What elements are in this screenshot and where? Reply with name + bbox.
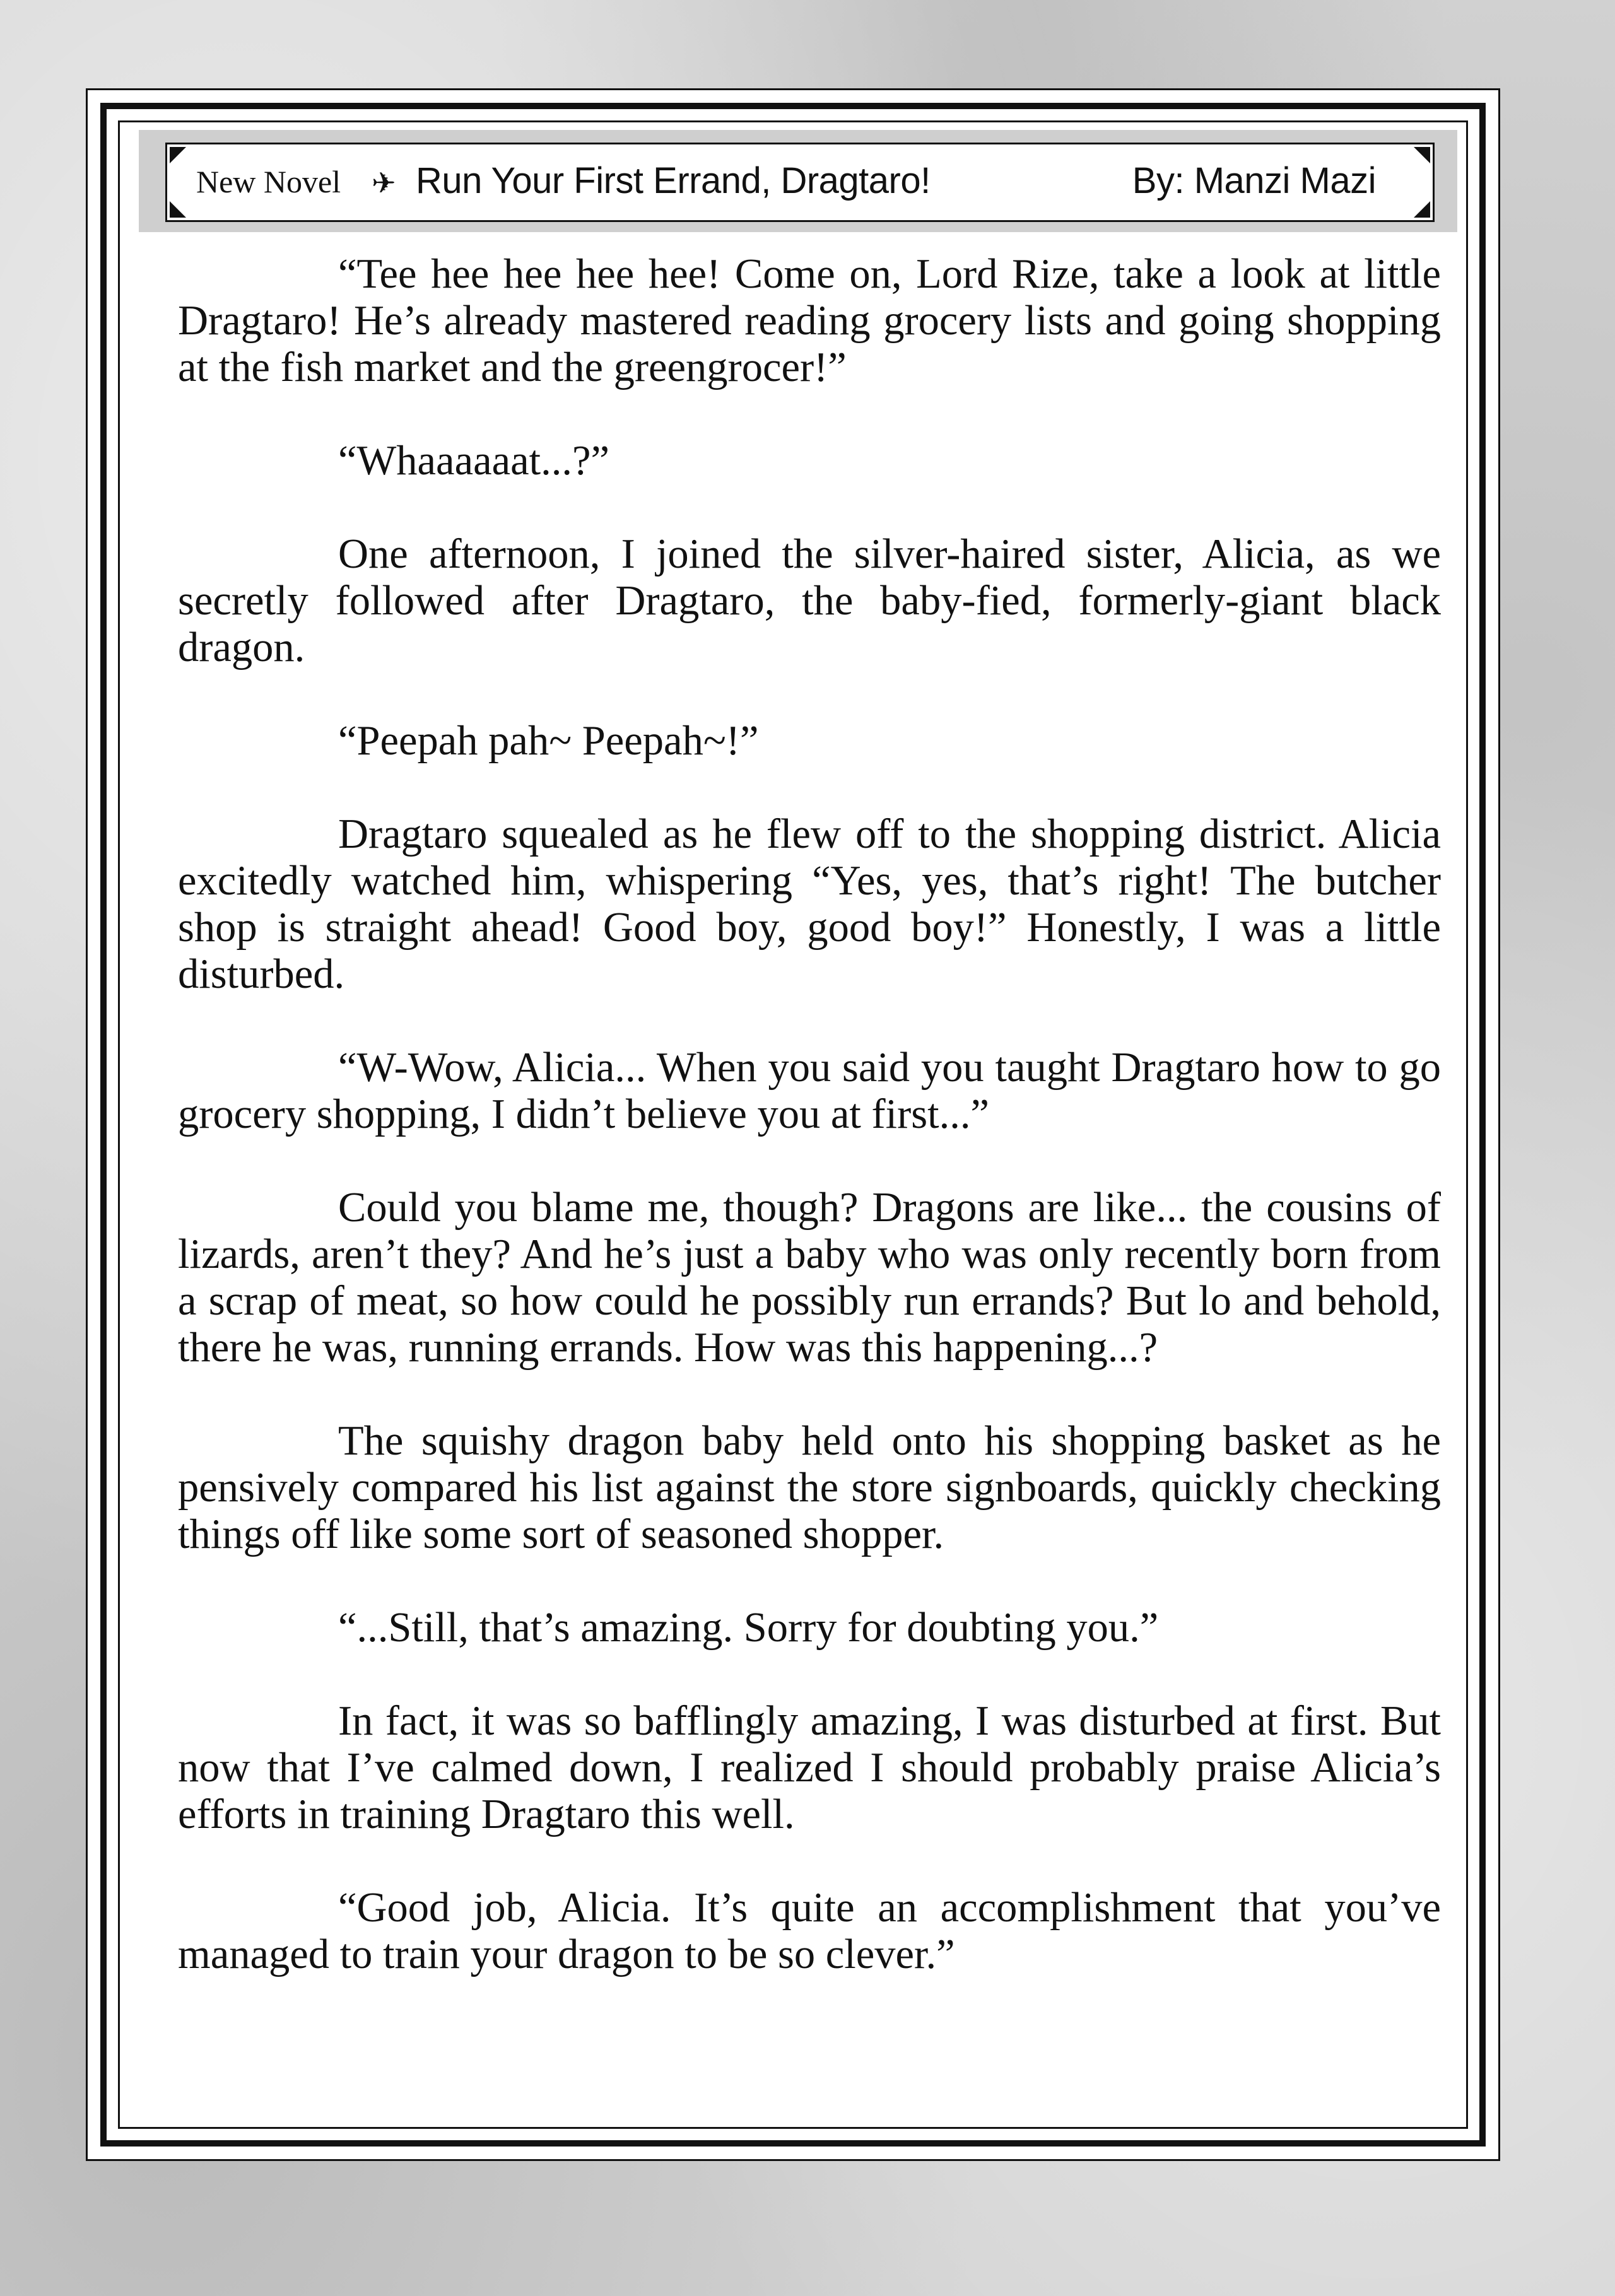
- header-box: [165, 143, 1435, 222]
- paragraph: “Good job, Alicia. It’s quite an accomplishment that you’ve managed to train your dragon to be so clever.”: [178, 1885, 1441, 1977]
- paragraph: In fact, it was so bafflingly amazing, I was disturbed at first. But now that I’ve calmed down, I realized I should probably praise Alicia’s efforts in training Dragtaro this well.: [178, 1698, 1441, 1837]
- corner-ornament-bottom-left: [170, 201, 186, 218]
- paragraph: “Peepah pah~ Peepah~!”: [338, 718, 759, 764]
- corner-ornament-top-right: [1414, 147, 1430, 163]
- paragraph: “...Still, that’s amazing. Sorry for doubting you.”: [338, 1605, 1159, 1651]
- story-title: Run Your First Errand, Dragtaro!: [416, 160, 931, 201]
- paragraph: “Tee hee hee hee hee! Come on, Lord Rize, take a look at little Dragtaro! He’s already mastered reading grocery lists and going shopping at the fish market and the greengrocer!”: [178, 251, 1441, 390]
- paragraph: One afternoon, I joined the silver-haired sister, Alicia, as we secretly followed after Dragtaro, the baby-fied, formerly-giant black dragon.: [178, 531, 1441, 671]
- corner-ornament-bottom-right: [1414, 201, 1430, 218]
- story-body: [178, 251, 1441, 1978]
- paragraph: Dragtaro squealed as he flew off to the shopping district. Alicia excitedly watched him, whispering “Yes, yes, that’s right! The butcher shop is straight ahead! Good boy, good boy!” Honestly, I was a little disturbed.: [178, 811, 1441, 997]
- paragraph: Could you blame me, though? Dragons are like... the cousins of lizards, aren’t they? And he’s just a baby who was only recently born from a scrap of meat, so how could he possibly run errands? But lo and behold, there he was, running errands. How was this happening...?: [178, 1185, 1441, 1371]
- series-label: New Novel: [196, 164, 341, 199]
- paragraph: “W-Wow, Alicia... When you said you taught Dragtaro how to go grocery shopping, I didn’t believe you at first...”: [178, 1045, 1441, 1137]
- author-byline: By: Manzi Mazi: [1132, 160, 1376, 201]
- corner-ornament-top-left: [170, 147, 186, 163]
- paragraph: “Whaaaaaat...?”: [338, 438, 610, 484]
- plane-icon: ✈: [372, 166, 396, 200]
- paragraph: The squishy dragon baby held onto his shopping basket as he pensively compared his list against the store signboards, quickly checking things off like some sort of seasoned shopper.: [178, 1418, 1441, 1557]
